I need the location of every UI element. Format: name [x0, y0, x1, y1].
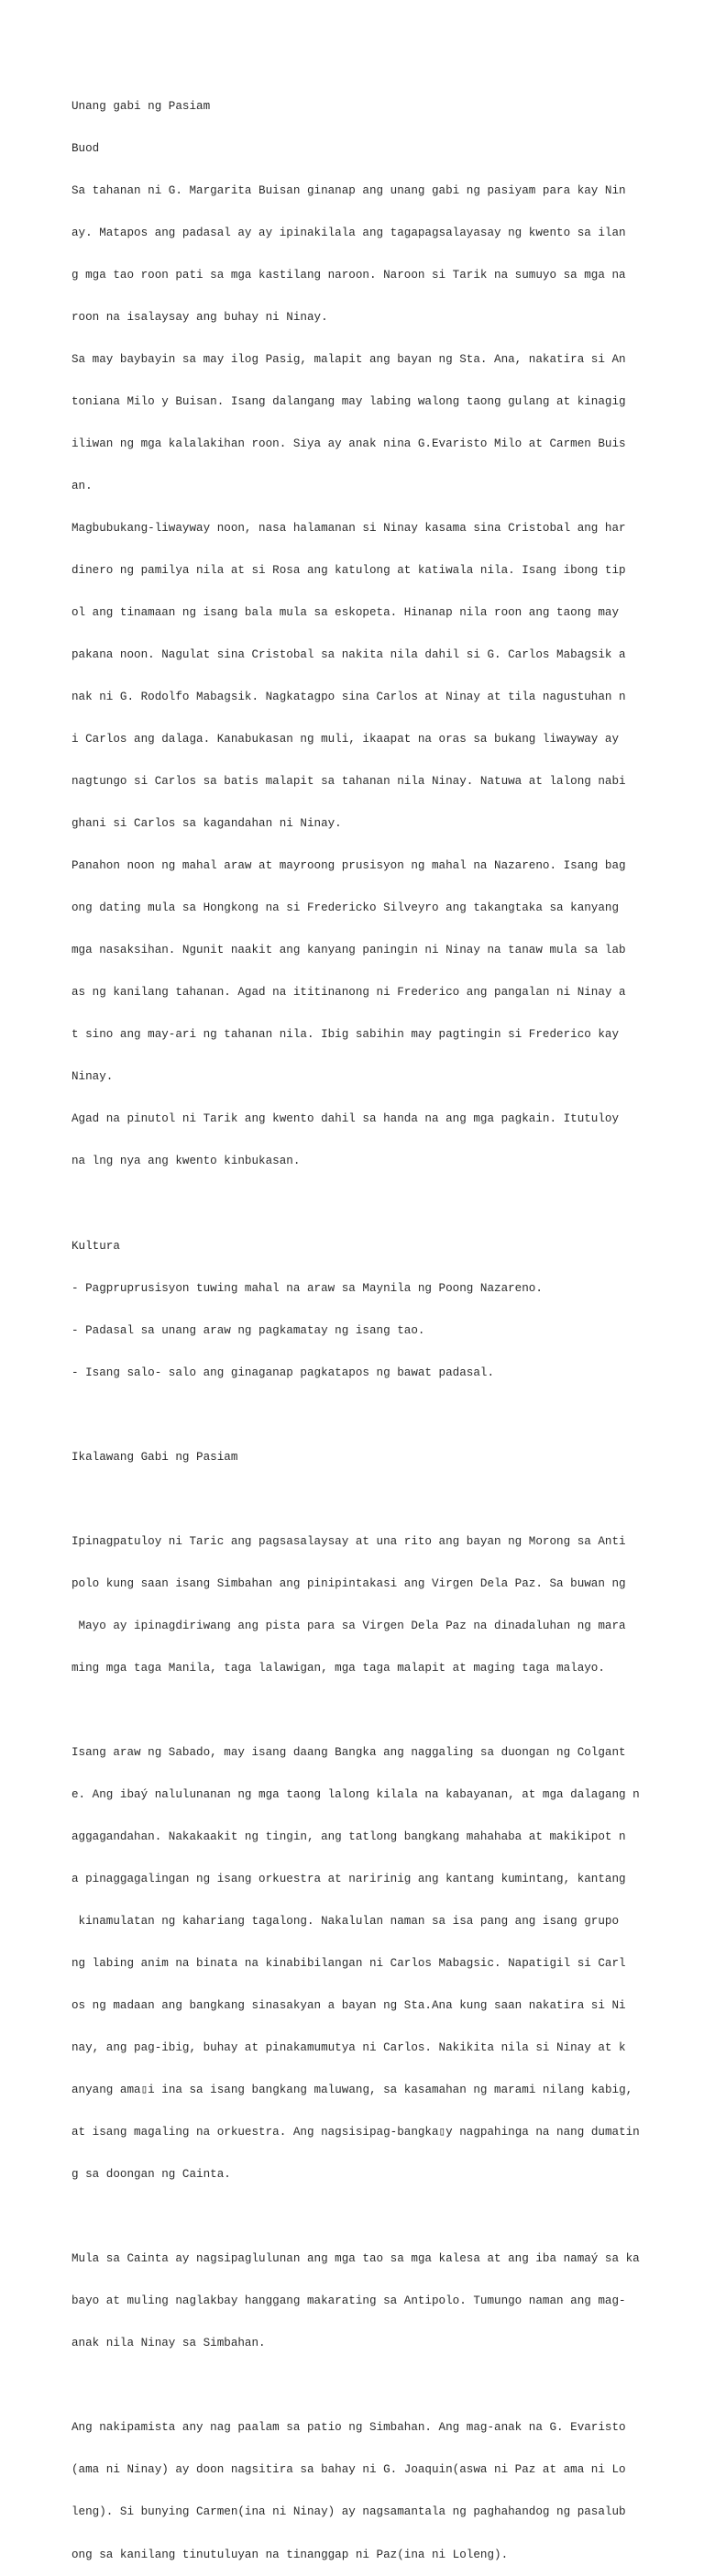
- document-line: polo kung saan isang Simbahan ang pinipintakasi ang Virgen Dela Paz. Sa buwan ng: [72, 1576, 626, 1590]
- document-line: dinero ng pamilya nila at si Rosa ang katulong at katiwala nila. Isang ibong tip: [72, 564, 626, 578]
- document-line: ghani si Carlos sa kagandahan ni Ninay.: [72, 817, 342, 831]
- document-line: aggagandahan. Nakakaakit ng tingin, ang tatlong bangkang mahahaba at makikipot n: [72, 1830, 626, 1843]
- document-body: [72, 72, 695, 2576]
- document-line: [72, 2210, 695, 2224]
- document-line: anyang ama▯i ina sa isang bangkang maluwang, sa kasamahan ng marami nilang kabig,: [72, 2084, 633, 2097]
- document-line: Kultura: [72, 1239, 120, 1253]
- document-line: Sa tahanan ni G. Margarita Buisan ginanap ang unang gabi ng pasiyam para kay Nin: [72, 183, 626, 197]
- document-line: Mayo ay ipinagdiriwang ang pista para sa Virgen Dela Paz na dinadaluhan ng mara: [72, 1619, 626, 1632]
- document-line: Sa may baybayin sa may ilog Pasig, malapit ang bayan ng Sta. Ana, nakatira si An: [72, 352, 626, 366]
- document-line: Isang araw ng Sabado, may isang daang Bangka ang naggaling sa duongan ng Colgant: [72, 1745, 626, 1759]
- document-line: ol ang tinamaan ng isang bala mula sa eskopeta. Hinanap nila roon ang taong may: [72, 606, 620, 620]
- document-line: Agad na pinutol ni Tarik ang kwento dahil sa handa na ang mga pagkain. Itutuloy: [72, 1112, 620, 1126]
- document-line: Magbubukang-liwayway noon, nasa halamanan si Ninay kasama sina Cristobal ang har: [72, 522, 626, 535]
- document-line: Ang nakipamista any nag paalam sa patio ng Simbahan. Ang mag-anak na G. Evaristo: [72, 2421, 626, 2435]
- document-line: ng labing anim na binata na kinabibilangan ni Carlos Mabagsic. Napatigil si Carl: [72, 1957, 626, 1971]
- document-line: toniana Milo y Buisan. Isang dalangang may labing walong taong gulang at kinagig: [72, 394, 626, 408]
- document-line: - Isang salo- salo ang ginaganap pagkatapos ng bawat padasal.: [72, 1365, 495, 1379]
- document-line: - Pagpruprusisyon tuwing mahal na araw sa Maynila ng Poong Nazareno.: [72, 1281, 543, 1295]
- document-line: [72, 1198, 695, 1211]
- document-line: [72, 1409, 695, 1422]
- document-line: nak ni G. Rodolfo Mabagsik. Nagkatagpo sina Carlos at Ninay at tila nagustuhan n: [72, 691, 626, 704]
- document-line: an.: [72, 479, 93, 492]
- document-line: Panahon noon ng mahal araw at mayroong prusisyon ng mahal na Nazareno. Isang bag: [72, 859, 626, 873]
- document-line: Ninay.: [72, 1070, 114, 1084]
- document-line: ong sa kanilang tinutuluyan na tinanggap ni Paz(ina ni Loleng).: [72, 2548, 509, 2561]
- document-line: g mga tao roon pati sa mga kastilang naroon. Naroon si Tarik na sumuyo sa mga na: [72, 268, 626, 282]
- document-line: anak nila Ninay sa Simbahan.: [72, 2337, 266, 2350]
- document-line: Unang gabi ng Pasiam: [72, 99, 211, 113]
- document-line: Ikalawang Gabi ng Pasiam: [72, 1450, 238, 1464]
- document-line: bayo at muling naglakbay hanggang makarating sa Antipolo. Tumungo naman ang mag-: [72, 2294, 626, 2308]
- document-line: roon na isalaysay ang buhay ni Ninay.: [72, 310, 328, 324]
- document-line: mga nasaksihan. Ngunit naakit ang kanyang paningin ni Ninay na tanaw mula sa lab: [72, 944, 626, 957]
- document-line: i Carlos ang dalaga. Kanabukasan ng muli, ikaapat na oras sa bukang liwayway ay: [72, 733, 620, 746]
- document-line: ming mga taga Manila, taga lalawigan, mga taga malapit at maging taga malayo.: [72, 1661, 605, 1675]
- document-line: kinamulatan ng kahariang tagalong. Nakalulan naman sa isa pang ang isang grupo: [72, 1915, 620, 1929]
- document-line: pakana noon. Nagulat sina Cristobal sa nakita nila dahil si G. Carlos Mabagsik a: [72, 648, 626, 662]
- document-line: Buod: [72, 141, 100, 155]
- document-line: Ipinagpatuloy ni Taric ang pagsasalaysay at una rito ang bayan ng Morong sa Anti: [72, 1534, 626, 1548]
- document-line: a pinaggagalingan ng isang orkuestra at naririnig ang kantang kumintang, kantang: [72, 1873, 626, 1885]
- document-line: ay. Matapos ang padasal ay ay ipinakilala ang tagapagsalayasay ng kwento sa ilan: [72, 226, 626, 239]
- document-line: as ng kanilang tahanan. Agad na ititinanong ni Frederico ang pangalan ni Ninay a: [72, 986, 626, 1000]
- document-line: nay, ang pag-ibig, buhay at pinakamumutya ni Carlos. Nakikita nila si Ninay at k: [72, 2041, 626, 2055]
- document-line: e. Ang ibaý nalulunanan ng mga taong lalong kilala na kabayanan, at mga dalagang n: [72, 1787, 640, 1801]
- document-line: Mula sa Cainta ay nagsipaglulunan ang mga tao sa mga kalesa at ang iba namaý sa ka: [72, 2252, 640, 2266]
- document-line: na lng nya ang kwento kinbukasan.: [72, 1155, 301, 1168]
- document-line: leng). Si bunying Carmen(ina ni Ninay) ay nagsamantala ng paghahandog ng pasalub: [72, 2505, 626, 2519]
- document-line: (ama ni Ninay) ay doon nagsitira sa bahay ni G. Joaquin(aswa ni Paz at ama ni Lo: [72, 2463, 626, 2477]
- document-line: [72, 2379, 695, 2393]
- document-line: at isang magaling na orkuestra. Ang nagsisipag-bangka▯y nagpahinga na nang dumatin: [72, 2126, 640, 2139]
- document-line: nagtungo si Carlos sa batis malapit sa tahanan nila Ninay. Natuwa at lalong nabi: [72, 775, 626, 789]
- document-line: t sino ang may-ari ng tahanan nila. Ibig sabihin may pagtingin si Frederico kay: [72, 1028, 620, 1042]
- document-line: iliwan ng mga kalalakihan roon. Siya ay anak nina G.Evaristo Milo at Carmen Buis: [72, 437, 626, 450]
- document-line: g sa doongan ng Cainta.: [72, 2168, 231, 2182]
- document-line: - Padasal sa unang araw ng pagkamatay ng isang tao.: [72, 1323, 425, 1337]
- document-line: os ng madaan ang bangkang sinasakyan a bayan ng Sta.Ana kung saan nakatira si Ni: [72, 1999, 626, 2013]
- document-line: [72, 1704, 695, 1718]
- document-line: ong dating mula sa Hongkong na si Fredericko Silveyro ang takangtaka sa kanyang: [72, 901, 620, 915]
- document-line: [72, 1493, 695, 1507]
